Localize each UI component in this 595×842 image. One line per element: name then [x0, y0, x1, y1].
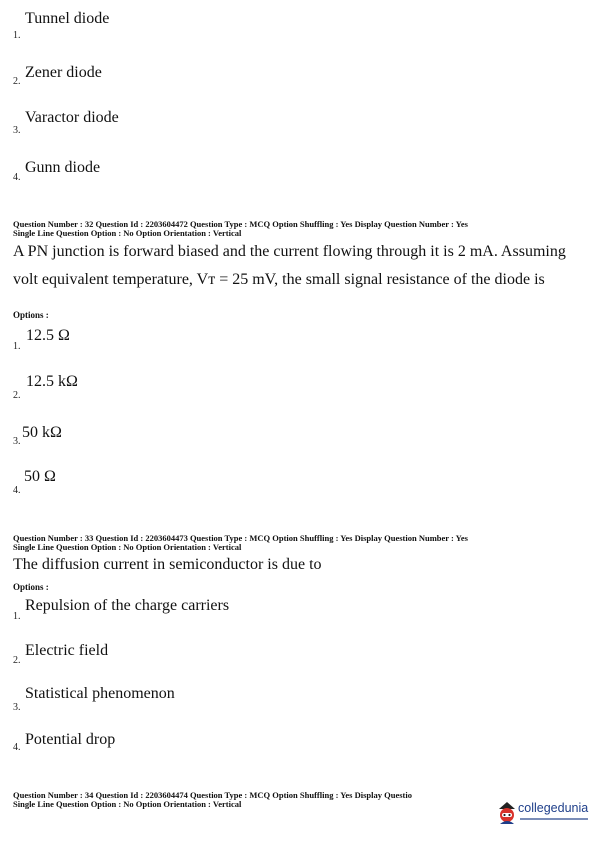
collegedunia-logo — [496, 798, 592, 832]
q33-option-4-number: 4. — [13, 742, 21, 753]
q33-option-3-number: 3. — [13, 702, 21, 713]
q32-question-text-line-1: A PN junction is forward biased and the current flowing through it is 2 mA. Assuming — [13, 243, 566, 260]
q32-meta-line-1: Question Number : 32 Question Id : 2203604472 Question Type : MCQ Option Shuffling : Yes Display Question Number : Yes — [13, 219, 468, 229]
q33-option-4-text: Potential drop — [25, 731, 116, 748]
q33-option-1-number: 1. — [13, 611, 21, 622]
q33-option-3-text: Statistical phenomenon — [25, 685, 175, 702]
q31-option-2-number: 2. — [13, 76, 21, 87]
q31-option-4-text: Gunn diode — [25, 159, 101, 176]
q33-option-2-text: Electric field — [25, 642, 109, 659]
q33-option-1-text: Repulsion of the charge carriers — [25, 597, 230, 614]
q31-option-2-text: Zener diode — [25, 64, 102, 81]
q32-option-3-number: 3. — [13, 436, 21, 447]
q32-options-label: Options : — [13, 310, 49, 320]
brand-name: collegedunia — [518, 801, 589, 815]
q32-meta-line-2: Single Line Question Option : No Option Orientation : Vertical — [13, 228, 242, 238]
q31-option-1-text: Tunnel diode — [25, 10, 110, 27]
q33-question-text-line-1: The diffusion current in semiconductor is due to — [13, 556, 322, 573]
q32-option-1-text: 12.5 Ω — [26, 327, 70, 344]
student-mascot-icon — [496, 800, 518, 826]
q32-option-4-number: 4. — [13, 485, 21, 496]
q34-meta-line-1: Question Number : 34 Question Id : 2203604474 Question Type : MCQ Option Shuffling : Yes Display Questio — [13, 790, 412, 800]
q32-question-text-line-2: volt equivalent temperature, Vᴛ = 25 mV, the small signal resistance of the diode is — [13, 271, 545, 288]
brand-tagline — [520, 817, 588, 821]
q31-option-4-number: 4. — [13, 172, 21, 183]
q31-option-3-number: 3. — [13, 125, 21, 136]
q33-meta-line-1: Question Number : 33 Question Id : 2203604473 Question Type : MCQ Option Shuffling : Yes Display Question Number : Yes — [13, 533, 468, 543]
q34-meta-line-2: Single Line Question Option : No Option Orientation : Vertical — [13, 799, 242, 809]
q32-option-3-text: 50 kΩ — [22, 424, 62, 441]
q33-meta-line-2: Single Line Question Option : No Option Orientation : Vertical — [13, 542, 242, 552]
q33-options-label: Options : — [13, 582, 49, 592]
q31-option-3-text: Varactor diode — [25, 109, 119, 126]
q32-option-1-number: 1. — [13, 341, 21, 352]
q32-option-2-text: 12.5 kΩ — [26, 373, 78, 390]
q32-option-4-text: 50 Ω — [24, 468, 56, 485]
q31-option-1-number: 1. — [13, 30, 21, 41]
q32-option-2-number: 2. — [13, 390, 21, 401]
q33-option-2-number: 2. — [13, 655, 21, 666]
